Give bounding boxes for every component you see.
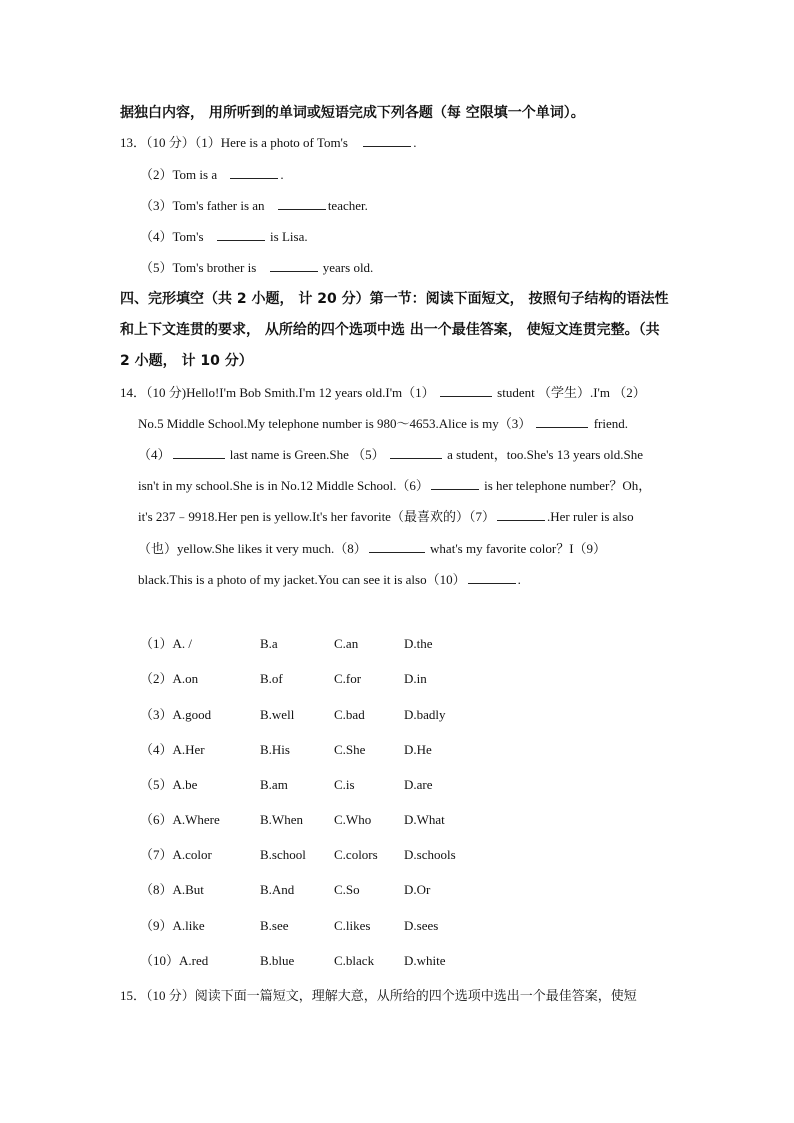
answer-blank[interactable] xyxy=(217,228,265,241)
option-a[interactable]: （9）A.like xyxy=(140,918,205,933)
answer-blank[interactable] xyxy=(390,446,442,459)
answer-blank[interactable] xyxy=(270,259,318,272)
option-b[interactable]: B.a xyxy=(260,636,278,651)
answer-blank[interactable] xyxy=(173,446,225,459)
option-c[interactable]: C.black xyxy=(334,953,375,968)
section-instruction: 据独白内容， 用所听到的单词或短语完成下列各题（每 空限填一个单词）。 xyxy=(120,105,585,121)
option-c[interactable]: C.likes xyxy=(334,918,371,933)
answer-blank[interactable] xyxy=(440,384,492,397)
answer-blank[interactable] xyxy=(369,540,425,553)
option-d[interactable]: D.are xyxy=(404,777,433,792)
option-c[interactable]: C.Who xyxy=(334,812,372,827)
option-a[interactable]: （6）A.Where xyxy=(140,812,220,827)
option-a[interactable]: （2）A.on xyxy=(140,671,199,686)
option-a[interactable]: （5）A.be xyxy=(140,777,198,792)
option-d[interactable]: D.sees xyxy=(404,918,439,933)
option-b[interactable]: B.And xyxy=(260,882,295,897)
option-c[interactable]: C.colors xyxy=(334,847,378,862)
section-heading: 2 小题， 计 10 分） xyxy=(120,353,253,369)
question-13-item: （4）Tom's is Lisa. xyxy=(140,229,308,244)
option-a[interactable]: （10）A.red xyxy=(140,953,209,968)
option-b[interactable]: B.well xyxy=(260,707,295,722)
question-13-stem: 13．（10 分）（1）Here is a photo of Tom's . xyxy=(120,135,417,150)
answer-blank[interactable] xyxy=(431,477,479,490)
option-c[interactable]: C.bad xyxy=(334,707,365,722)
passage-line: black.This is a photo of my jacket.You can see it is also（10） . xyxy=(138,572,521,587)
option-a[interactable]: （1）A. / xyxy=(140,636,193,651)
option-d[interactable]: D.schools xyxy=(404,847,456,862)
passage-line: isn't in my school.She is in No.12 Middle School.（6） is her telephone number？Oh， xyxy=(138,478,652,493)
option-c[interactable]: C.So xyxy=(334,882,360,897)
option-b[interactable]: B.see xyxy=(260,918,289,933)
option-b[interactable]: B.am xyxy=(260,777,288,792)
question-13-item: （2）Tom is a . xyxy=(140,167,284,182)
passage-line: it's 237﹣9918.Her pen is yellow.It's her favorite（最喜欢的）（7） .Her ruler is also xyxy=(138,509,634,524)
passage-line: （也）yellow.She likes it very much.（8） what's my favorite color？I（9） xyxy=(138,541,607,556)
option-c[interactable]: C.is xyxy=(334,777,355,792)
option-c[interactable]: C.an xyxy=(334,636,359,651)
passage-line: （4） last name is Green.She （5） a student，too.She's 13 years old.She xyxy=(138,447,644,462)
option-d[interactable]: D.in xyxy=(404,671,427,686)
option-d[interactable]: D.white xyxy=(404,953,446,968)
option-b[interactable]: B.When xyxy=(260,812,303,827)
question-13-item: （3）Tom's father is an teacher. xyxy=(140,198,368,213)
option-d[interactable]: D.Or xyxy=(404,882,431,897)
option-d[interactable]: D.badly xyxy=(404,707,446,722)
question-15-stem: 15．（10 分）阅读下面一篇短文，理解大意，从所给的四个选项中选出一个最佳答案，使短 xyxy=(120,988,637,1003)
option-a[interactable]: （4）A.Her xyxy=(140,742,205,757)
answer-blank[interactable] xyxy=(230,166,278,179)
answer-blank[interactable] xyxy=(278,197,326,210)
passage-line: 14．（10 分)Hello!I'm Bob Smith.I'm 12 years old.I'm（1） student （学生）.I'm （2） xyxy=(120,385,646,400)
option-a[interactable]: （7）A.color xyxy=(140,847,212,862)
option-b[interactable]: B.school xyxy=(260,847,306,862)
section-heading: 和上下文连贯的要求， 从所给的四个选项中选 出一个最佳答案， 使短文连贯完整。（共 xyxy=(120,322,660,338)
option-a[interactable]: （3）A.good xyxy=(140,707,212,722)
option-b[interactable]: B.blue xyxy=(260,953,295,968)
answer-blank[interactable] xyxy=(468,571,516,584)
option-b[interactable]: B.of xyxy=(260,671,283,686)
option-b[interactable]: B.His xyxy=(260,742,290,757)
answer-blank[interactable] xyxy=(497,508,545,521)
option-a[interactable]: （8）A.But xyxy=(140,882,204,897)
answer-blank[interactable] xyxy=(536,415,588,428)
section-heading: 四、完形填空（共 2 小题， 计 20 分）第一节：阅读下面短文， 按照句子结构的语法性 xyxy=(120,291,669,307)
option-c[interactable]: C.She xyxy=(334,742,366,757)
option-c[interactable]: C.for xyxy=(334,671,362,686)
question-13-item: （5）Tom's brother is years old. xyxy=(140,260,374,275)
option-d[interactable]: D.the xyxy=(404,636,433,651)
passage-line: No.5 Middle School.My telephone number is 980～4653.Alice is my（3） friend. xyxy=(138,416,629,431)
option-d[interactable]: D.He xyxy=(404,742,432,757)
option-d[interactable]: D.What xyxy=(404,812,445,827)
answer-blank[interactable] xyxy=(363,134,411,147)
